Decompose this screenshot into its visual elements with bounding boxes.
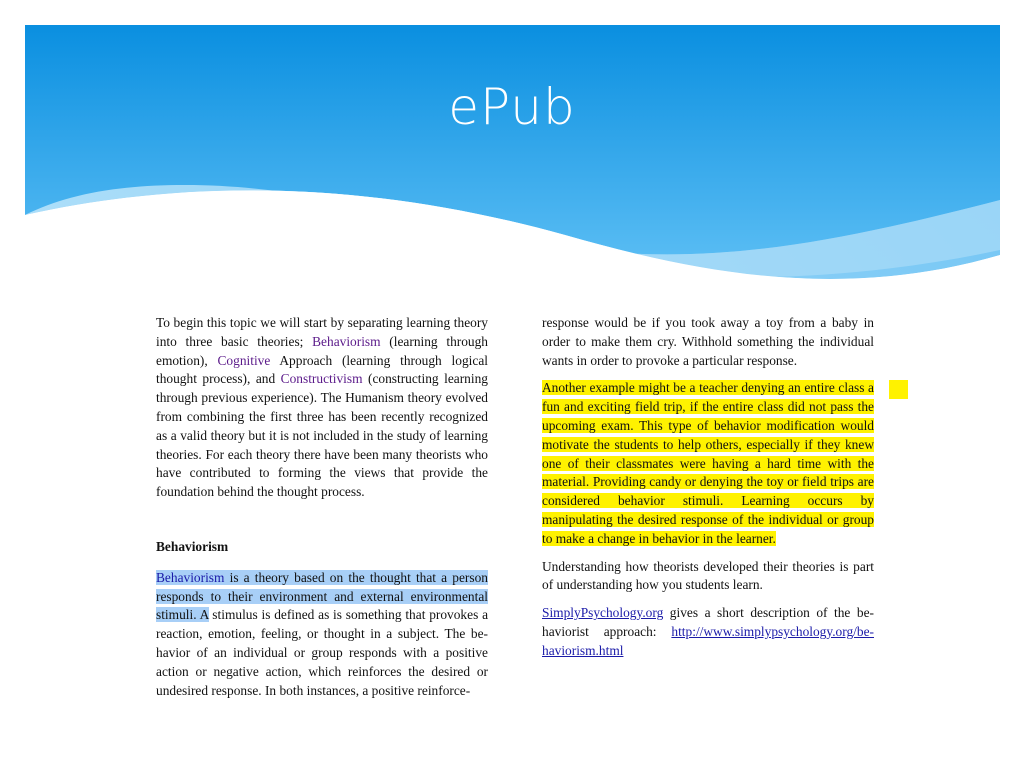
highlighted-text-body: is a theory based on the thought that a person responds to their environment and external environmental stimuli. A xyxy=(156,569,488,623)
yellow-highlight-paragraph xyxy=(542,379,874,548)
reference-text: gives a short description of the behaviorist approach: xyxy=(542,605,874,639)
reference-paragraph xyxy=(542,604,874,660)
yellow-highlighted-text[interactable]: Another example might be a teacher denying an entire class a fun and exciting field trip, if the entire class did not pass the upcoming exam. This type of behavior modification would motivate the students to help others, especially if they knew one of their classmates were having a hard time with the material. Providing candy or denying the toy or field trips are considered behavior stimuli. Learning occurs by manipulating the desired response of the individual or group to make a change in behavior in the learner. xyxy=(542,380,874,546)
behaviorism-paragraph xyxy=(156,569,488,701)
banner-wave-graphic xyxy=(25,25,1000,300)
cognitive-link[interactable]: Cognitive xyxy=(217,352,271,368)
epub-right-column xyxy=(542,314,874,670)
intro-text: (constructing learning through previous experience). The Humanism theory evolved from combining the first three has been recently recognized as a valid theory but it is not included in the study of learning theories. For each theory there have been many theorists who have contributed to forming the views that provide the foundation behind the thought process. xyxy=(156,371,488,500)
intro-text: Approach (learning through logical thought process), and xyxy=(156,352,488,387)
page-title: ePub xyxy=(448,78,576,136)
intro-text: (learning through emotion), xyxy=(156,333,489,368)
section-heading-behaviorism: Behaviorism xyxy=(156,538,229,554)
behaviorism-url-link[interactable]: http://www.simplypsychology.org/behaviorism.html xyxy=(542,623,874,658)
behaviorism-definition-link[interactable]: Behaviorism xyxy=(156,569,225,585)
paragraph-text: stimulus is defined as is something that provokes a reaction, emotion, feeling, or thought in a subject. The behavior of an individual or group responds with a positive action or negative action, which reinforces the desired or undesired response. In both instances, a positive reinforce- xyxy=(156,607,489,698)
title-banner xyxy=(25,25,1000,300)
simplypsychology-link[interactable]: SimplyPsychology.org xyxy=(542,605,664,621)
intro-paragraph xyxy=(156,314,488,502)
epub-left-column xyxy=(156,314,489,698)
continued-paragraph: response would be if you took away a toy from a baby in order to make them cry. Withhold something the individual wants in order to provoke a particular response. xyxy=(542,315,874,368)
highlight-note-marker[interactable] xyxy=(889,380,908,399)
behaviorism-link[interactable]: Behaviorism xyxy=(312,333,381,349)
constructivism-link[interactable]: Constructivism xyxy=(280,371,363,387)
intro-text: To begin this topic we will start by separating learning theory into three basic theories; xyxy=(156,315,488,349)
understanding-paragraph: Understanding how theorists developed their theories is part of understanding how you students learn. xyxy=(542,558,874,593)
